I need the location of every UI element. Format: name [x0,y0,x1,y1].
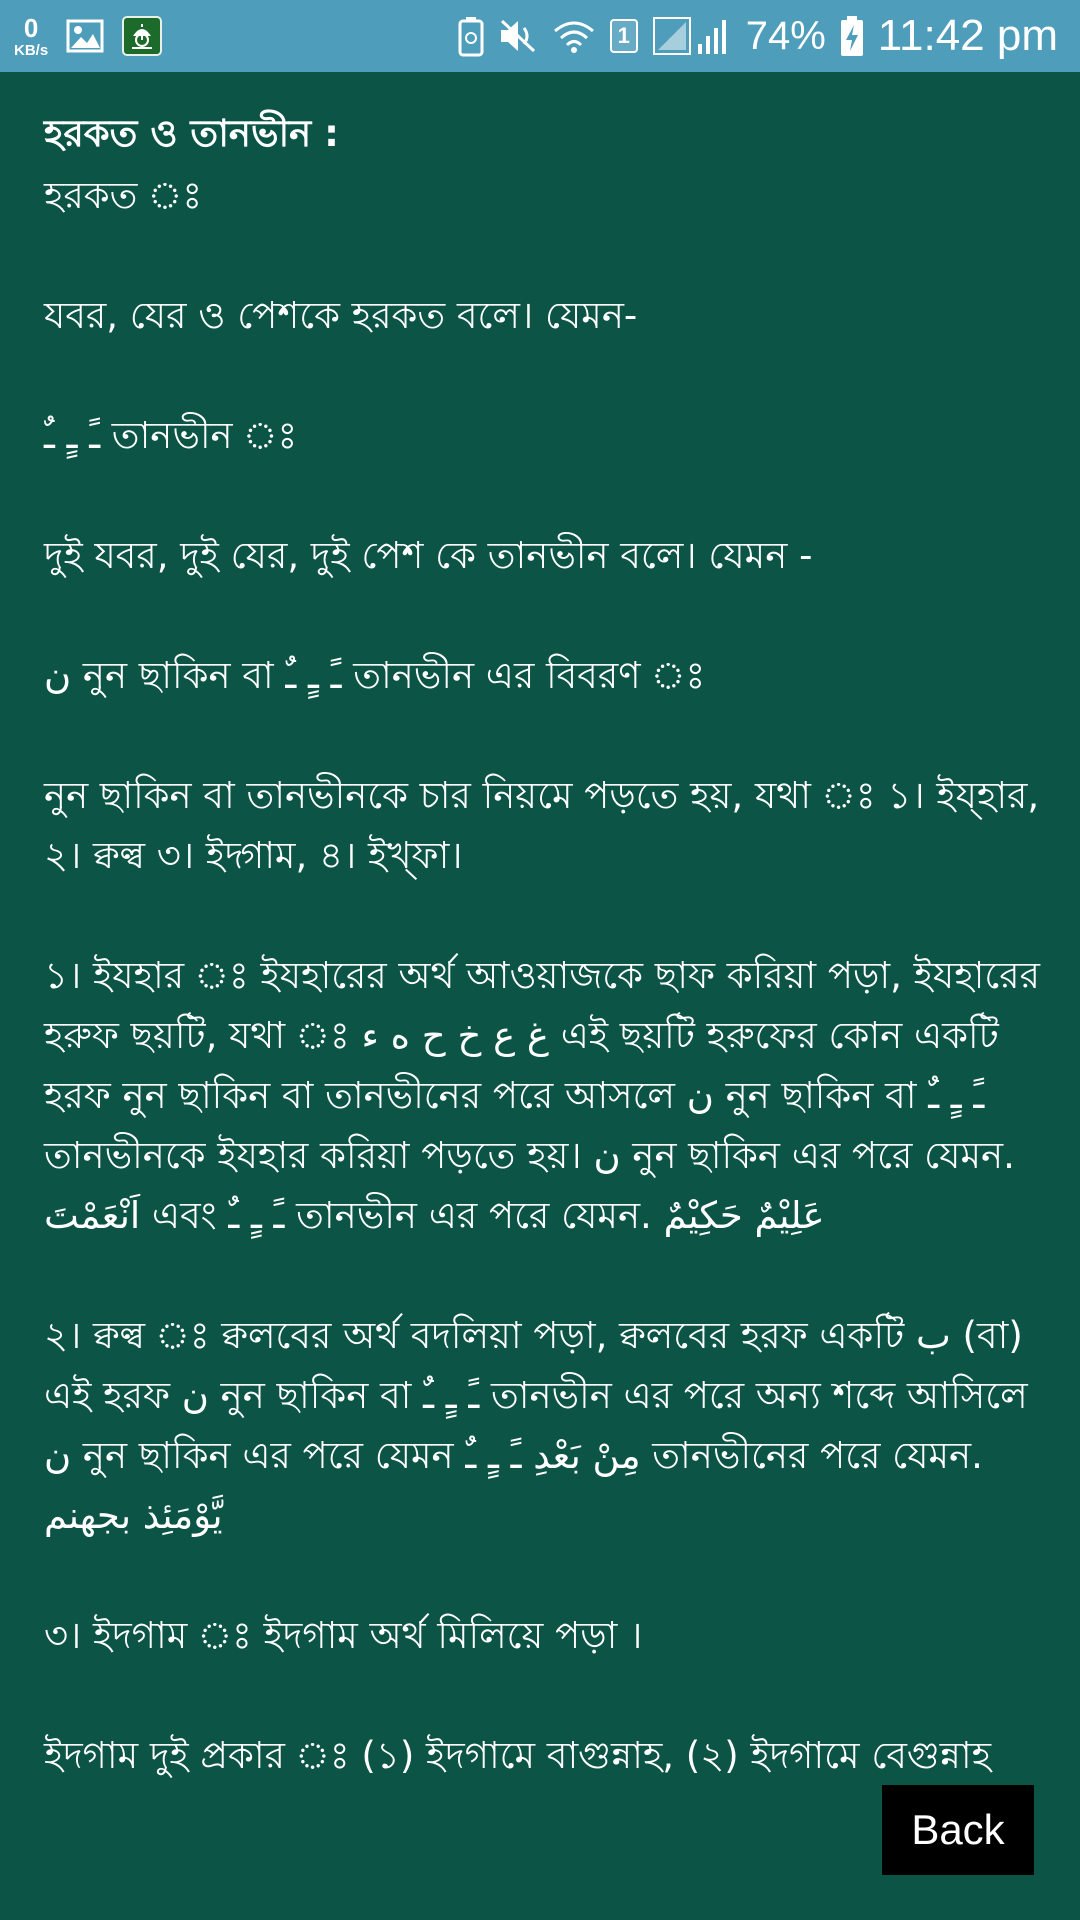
spacer [44,706,1044,766]
spacer [44,586,1044,646]
paragraph-tanween-title: ـً ـٍ ـٌ তানভীন ঃ [44,414,298,457]
signal-icon [652,16,732,56]
paragraph-four-rules: নুন ছাকিন বা তানভীনকে চার নিয়মে পড়তে হয়, যথা ঃ ১। ইয্হার, ২। ক্বল্ব ৩। ইদ্গাম, ৪। ইখ্ফা। [44,774,1051,877]
network-speed [14,12,49,59]
spacer [44,466,1044,526]
back-button[interactable]: Back [882,1785,1034,1875]
paragraph-harakat-title: হরকত ঃ [44,174,203,217]
status-bar-left [14,12,162,59]
spacer [44,1246,1044,1306]
clock: 11:42 pm [877,11,1058,60]
status-bar-right [458,11,1058,61]
image-icon [66,19,104,53]
battery-icon [840,15,864,57]
wifi-icon [552,18,596,54]
lesson-heading: হরকত ও তানভীন : [44,112,339,155]
paragraph-idgham: ৩। ইদগাম ঃ ইদগাম অর্থ মিলিয়ে পড়া । [44,1614,643,1657]
mute-icon [498,18,538,54]
spacer [44,886,1044,946]
network-speed-value: 0 [23,12,39,43]
spacer [44,346,1044,406]
status-bar [0,0,1080,72]
paragraph-izhar: ১। ইযহার ঃ ইযহারের অর্থ আওয়াজকে ছাফ করিয়া পড়া, ইযহারের হরুফ ছয়টি, যথা ঃ غ ع خ ح ه ء এই ছয়টি হরুফের কোন একটি হরফ নুন ছাকিন বা তানভীনের পরে আসলে ن নুন ছাকিন বা ـً ـٍ ـٌ তানভীনকে ইযহার করিয়া পড়তে হয়। ن নুন ছাকিন এর পরে যেমন. اَنْعَمْتَ এবং ـً ـٍ ـٌ তানভীন এর পরে যেমন. عَلِيْمٌ حَكِيْمٌ [44,954,1052,1237]
paragraph-tanween-definition: দুই যবর, দুই যের, দুই পেশ কে তানভীন বলে। যেমন - [44,534,813,577]
network-speed-unit: KB/s [14,41,49,59]
paragraph-harakat-definition: যবর, যের ও পেশকে হরকত বলে। যেমন- [44,294,638,337]
spacer [44,1666,1044,1726]
lesson-content [44,72,1052,1920]
app-mosque-icon [122,16,162,56]
spacer [44,1546,1044,1606]
sim-slot-badge: 1 [610,19,638,53]
paragraph-iqlab: ২। ক্বল্ব ঃ ক্বলবের অর্থ বদলিয়া পড়া, ক্বলবের হরফ একটি ب (বা) এই হরফ ن নুন ছাকিন বা ـً ـٍ ـٌ তানভীন এর পরে অন্য শব্দে আসিলে ن নুন ছাকিন এর পরে যেমন مِنْ بَعْدِ ـً ـٍ ـٌ তানভীনের পরে যেমন. يَّوْمَئِذ بجهنم [44,1314,1040,1537]
battery-percent: 74% [745,13,826,58]
paragraph-noon-sakin-title: ن নুন ছাকিন বা ـً ـٍ ـٌ তানভীন এর বিবরণ ঃ [44,654,706,697]
paragraph-idgham-types: ইদগাম দুই প্রকার ঃ (১) ইদগামে বাগুন্নাহ, (২) ইদগামে বেগুন্নাহ [44,1734,992,1777]
battery-saver-icon [458,16,484,56]
spacer [44,226,1044,286]
